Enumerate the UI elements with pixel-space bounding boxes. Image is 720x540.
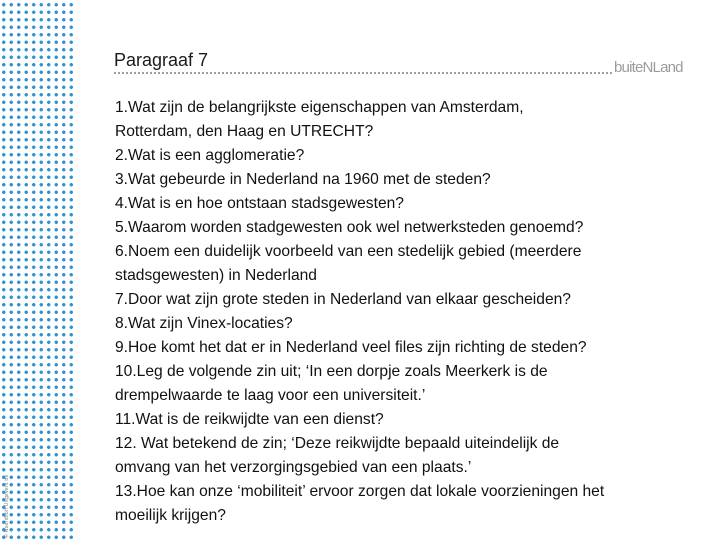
question-line: 5.Waarom worden stadgewesten ook wel netwerksteden genoemd?: [115, 219, 584, 236]
question-line: 12. Wat betekend de zin; ‘Deze reikwijdte bepaald uiteindelijk de: [115, 435, 560, 452]
question-line: moeilijk krijgen?: [115, 507, 226, 524]
question-line: omvang van het verzorgingsgebied van een plaats.’: [115, 459, 472, 476]
question-list: [115, 96, 715, 528]
question-line: 13.Hoe kan onze ‘mobiliteit’ ervoor zorgen dat lokale voorzieningen het: [115, 483, 605, 500]
question-line: 10.Leg de volgende zin uit; ‘In een dorpje zoals Meerkerk is de: [115, 363, 548, 380]
publisher-logo: buiteNLand: [614, 59, 683, 76]
title-divider: [114, 72, 612, 74]
dotted-side-strip: [0, 0, 75, 540]
question-line: 8.Wat zijn Vinex-locaties?: [115, 315, 293, 332]
question-line: 4.Wat is en hoe ontstaan stadsgewesten?: [115, 195, 404, 212]
question-line: 1.Wat zijn de belangrijkste eigenschappen van Amsterdam,: [115, 99, 524, 116]
question-line: 11.Wat is de reikwijdte van een dienst?: [115, 411, 384, 428]
question-line: stadsgewesten) in Nederland: [115, 267, 317, 284]
question-line: 6.Noem een duidelijk voorbeeld van een stedelijk gebied (meerdere: [115, 243, 582, 260]
question-line: 2.Wat is een agglomeratie?: [115, 147, 305, 164]
slide-title: Paragraaf 7: [114, 50, 209, 70]
question-line: Rotterdam, den Haag en UTRECHT?: [115, 123, 374, 140]
question-line: drempelwaarde te laag voor een universiteit.’: [115, 387, 426, 404]
question-line: 9.Hoe komt het dat er in Nederland veel files zijn richting de steden?: [115, 339, 587, 356]
copyright-caption: © Noordhoff Uitgevers bv: [4, 474, 10, 538]
question-line: 7.Door wat zijn grote steden in Nederland van elkaar gescheiden?: [115, 291, 571, 308]
question-line: 3.Wat gebeurde in Nederland na 1960 met de steden?: [115, 171, 491, 188]
